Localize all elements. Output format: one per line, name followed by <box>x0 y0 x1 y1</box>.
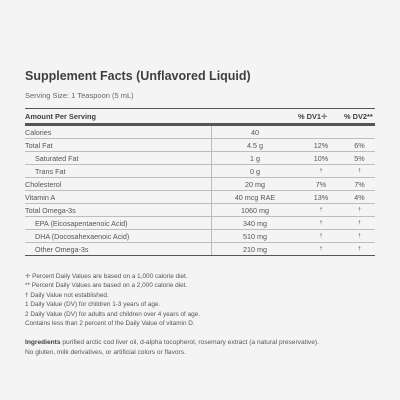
table-row <box>25 204 375 217</box>
ingredients-line-2: No gluten, milk derivatives, or artificial colors or flavors. <box>25 349 186 357</box>
row-dv2: † <box>344 165 375 178</box>
row-amount: 1060 mg <box>212 204 299 217</box>
serving-size: Serving Size: 1 Teaspoon (5 mL) <box>25 91 134 100</box>
footnote: ** Percent Daily Values are based on a 2,000 calorie diet. <box>25 282 188 290</box>
row-name: Saturated Fat <box>25 152 212 165</box>
row-amount: 0 g <box>212 165 299 178</box>
header-amount <box>212 109 299 125</box>
supplement-facts-panel <box>25 68 375 358</box>
table-row <box>25 217 375 230</box>
row-dv2: 5% <box>344 152 375 165</box>
ingredients-block <box>25 338 375 357</box>
row-dv1: † <box>298 204 344 217</box>
row-dv1 <box>298 125 344 139</box>
row-dv2: 4% <box>344 191 375 204</box>
row-name: Total Fat <box>25 139 212 152</box>
row-dv1: 10% <box>298 152 344 165</box>
footnote: Contains less than 2 percent of the Daily Value of vitamin D. <box>25 320 195 328</box>
table-header-row <box>25 109 375 125</box>
row-dv2: † <box>344 230 375 243</box>
footnote: 1 Daily Value (DV) for children 1-3 years of age. <box>25 301 161 309</box>
row-dv1: 12% <box>298 139 344 152</box>
ingredients-line <box>25 338 375 348</box>
row-dv2: † <box>344 217 375 230</box>
row-name: DHA (Docosahexaenoic Acid) <box>25 230 212 243</box>
table-row <box>25 191 375 204</box>
header-amount-per-serving: Amount Per Serving <box>25 109 212 125</box>
table-row <box>25 243 375 256</box>
row-amount: 40 mcg RAE <box>212 191 299 204</box>
row-dv2: 6% <box>344 139 375 152</box>
row-dv1: † <box>298 217 344 230</box>
row-name: Cholesterol <box>25 178 212 191</box>
footnote: † Daily Value not established. <box>25 291 109 299</box>
table-row <box>25 178 375 191</box>
panel-title: Supplement Facts (Unflavored Liquid) <box>25 69 251 83</box>
table-row <box>25 165 375 178</box>
row-amount: 210 mg <box>212 243 299 256</box>
footnote: ✛ Percent Daily Values are based on a 1,000 calorie diet. <box>25 273 188 280</box>
row-dv1: † <box>298 243 344 256</box>
row-dv2: † <box>344 204 375 217</box>
table-row <box>25 152 375 165</box>
row-name: EPA (Eicosapentaenoic Acid) <box>25 217 212 230</box>
header-dv2: % DV2** <box>344 109 375 125</box>
row-dv1: 13% <box>298 191 344 204</box>
row-name: Calories <box>25 125 212 139</box>
row-dv2: † <box>344 243 375 256</box>
footnote: 2 Daily Value (DV) for adults and children over 4 years of age. <box>25 310 201 318</box>
table-row <box>25 139 375 152</box>
row-name: Total Omega-3s <box>25 204 212 217</box>
row-dv2: 7% <box>344 178 375 191</box>
footnotes <box>25 272 375 328</box>
nutrition-table <box>25 108 375 256</box>
row-dv1: † <box>298 230 344 243</box>
row-amount: 40 <box>212 125 299 139</box>
row-amount: 1 g <box>212 152 299 165</box>
row-dv2 <box>344 125 375 139</box>
row-dv1: 7% <box>298 178 344 191</box>
header-dv1: % DV1✛ <box>298 109 344 125</box>
row-amount: 510 mg <box>212 230 299 243</box>
row-name: Trans Fat <box>25 165 212 178</box>
row-dv1: † <box>298 165 344 178</box>
ingredients-text: purified arctic cod liver oil, d-alpha tocopherol, rosemary extract (a natural preservative). <box>60 339 319 347</box>
row-amount: 4.5 g <box>212 139 299 152</box>
table-row <box>25 125 375 139</box>
ingredients-label: Ingredients <box>25 339 61 347</box>
row-amount: 340 mg <box>212 217 299 230</box>
row-name: Vitamin A <box>25 191 212 204</box>
row-name: Other Omega-3s <box>25 243 212 256</box>
table-row <box>25 230 375 243</box>
row-amount: 20 mg <box>212 178 299 191</box>
